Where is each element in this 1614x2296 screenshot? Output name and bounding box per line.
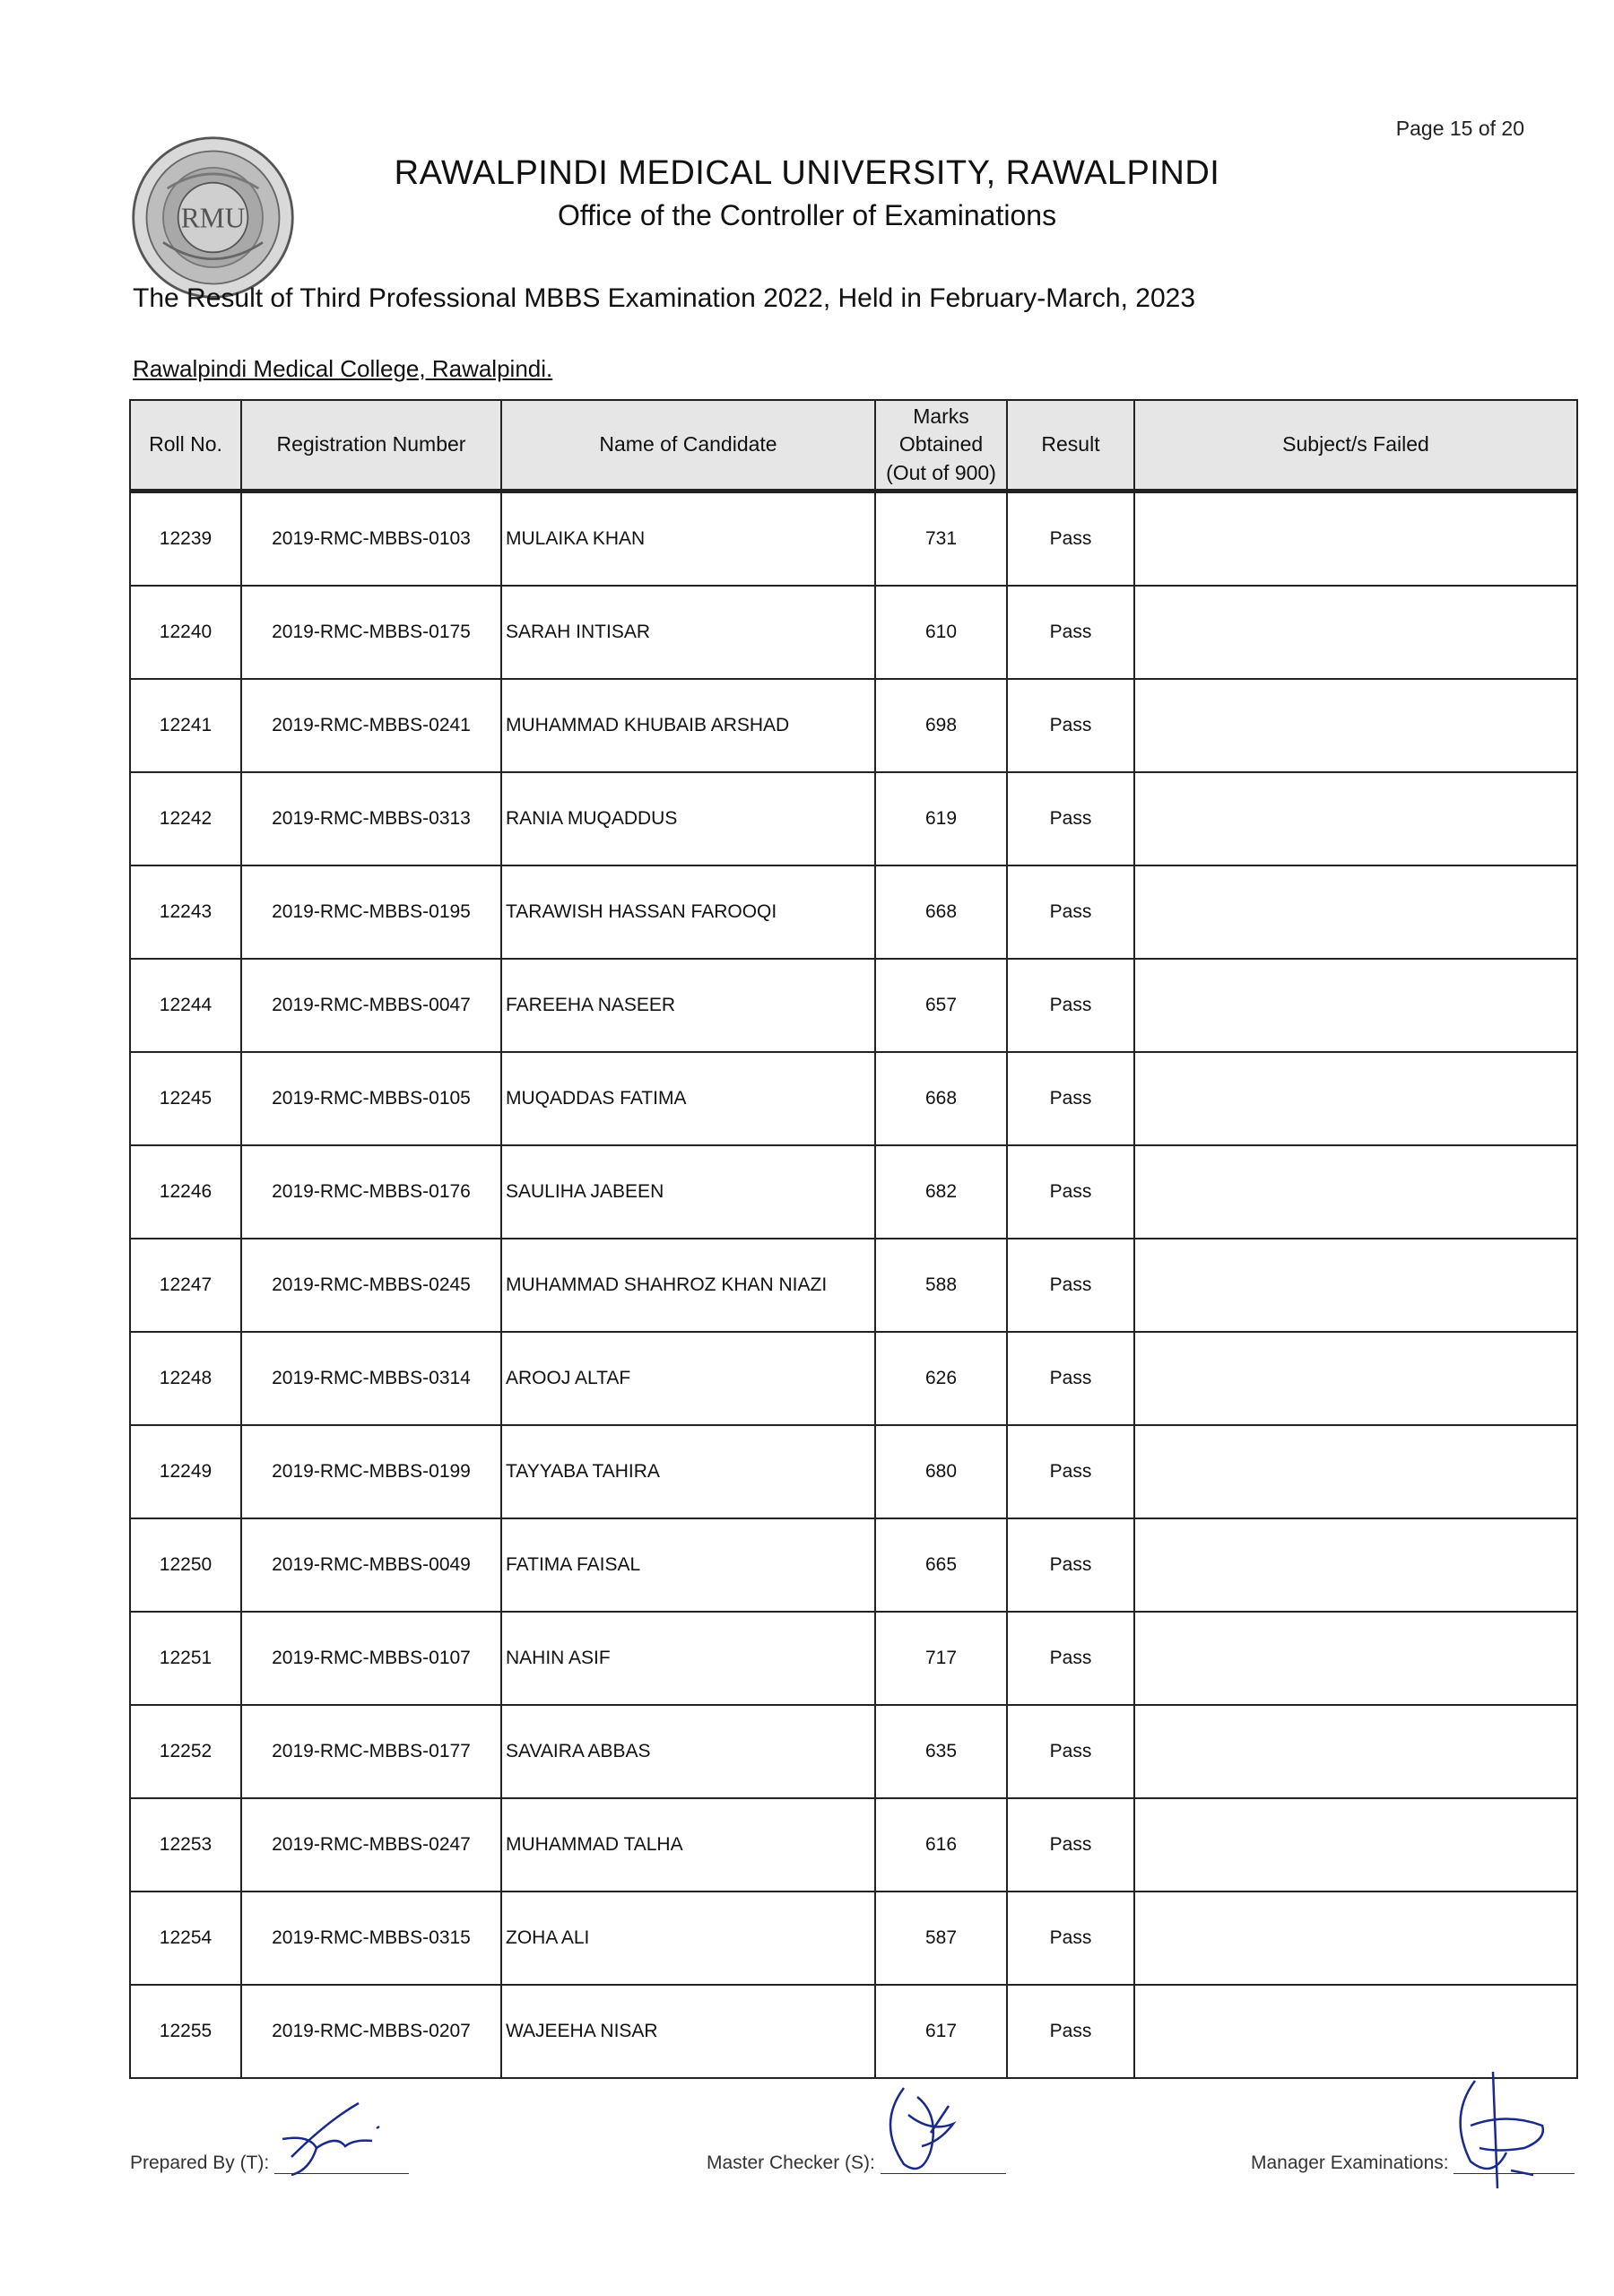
table-row <box>130 1332 1577 1425</box>
cell-result: Pass <box>1007 679 1134 772</box>
cell-registration-number: 2019-RMC-MBBS-0047 <box>241 959 501 1052</box>
cell-registration-number: 2019-RMC-MBBS-0207 <box>241 1985 501 2078</box>
cell-subjects-failed <box>1134 1425 1577 1518</box>
results-table <box>129 399 1578 2079</box>
cell-result: Pass <box>1007 1052 1134 1145</box>
cell-result: Pass <box>1007 586 1134 679</box>
cell-subjects-failed <box>1134 1239 1577 1332</box>
table-row <box>130 959 1577 1052</box>
cell-marks: 731 <box>875 491 1007 587</box>
cell-roll-no: 12240 <box>130 586 241 679</box>
cell-result: Pass <box>1007 1239 1134 1332</box>
office-title: Office of the Controller of Examinations <box>557 199 1057 231</box>
cell-candidate-name: AROOJ ALTAF <box>501 1332 875 1425</box>
cell-marks: 668 <box>875 865 1007 959</box>
cell-marks: 610 <box>875 586 1007 679</box>
cell-candidate-name: MULAIKA KHAN <box>501 491 875 587</box>
cell-result: Pass <box>1007 1798 1134 1892</box>
cell-roll-no: 12242 <box>130 772 241 865</box>
cell-subjects-failed <box>1134 586 1577 679</box>
table-row <box>130 1239 1577 1332</box>
cell-roll-no: 12250 <box>130 1518 241 1612</box>
cell-registration-number: 2019-RMC-MBBS-0241 <box>241 679 501 772</box>
cell-marks: 682 <box>875 1145 1007 1239</box>
cell-roll-no: 12251 <box>130 1612 241 1705</box>
cell-candidate-name: MUHAMMAD TALHA <box>501 1798 875 1892</box>
cell-roll-no: 12248 <box>130 1332 241 1425</box>
cell-result: Pass <box>1007 1705 1134 1798</box>
cell-registration-number: 2019-RMC-MBBS-0314 <box>241 1332 501 1425</box>
cell-registration-number: 2019-RMC-MBBS-0105 <box>241 1052 501 1145</box>
table-row <box>130 1612 1577 1705</box>
manager-label: Manager Examinations: <box>1251 2152 1449 2173</box>
cell-result: Pass <box>1007 772 1134 865</box>
cell-roll-no: 12245 <box>130 1052 241 1145</box>
cell-result: Pass <box>1007 491 1134 587</box>
header-roll-no: Roll No. <box>130 400 241 491</box>
cell-marks: 616 <box>875 1798 1007 1892</box>
cell-roll-no: 12246 <box>130 1145 241 1239</box>
header-result: Result <box>1007 400 1134 491</box>
header-marks-line3: (Out of 900) <box>886 460 996 484</box>
cell-candidate-name: NAHIN ASIF <box>501 1612 875 1705</box>
table-row <box>130 772 1577 865</box>
header-registration-number: Registration Number <box>241 400 501 491</box>
cell-registration-number: 2019-RMC-MBBS-0245 <box>241 1239 501 1332</box>
table-row <box>130 865 1577 959</box>
cell-registration-number: 2019-RMC-MBBS-0175 <box>241 586 501 679</box>
cell-marks: 588 <box>875 1239 1007 1332</box>
cell-candidate-name: FAREEHA NASEER <box>501 959 875 1052</box>
cell-registration-number: 2019-RMC-MBBS-0177 <box>241 1705 501 1798</box>
cell-candidate-name: WAJEEHA NISAR <box>501 1985 875 2078</box>
cell-roll-no: 12241 <box>130 679 241 772</box>
cell-subjects-failed <box>1134 772 1577 865</box>
table-row <box>130 491 1577 587</box>
cell-subjects-failed <box>1134 1145 1577 1239</box>
cell-registration-number: 2019-RMC-MBBS-0049 <box>241 1518 501 1612</box>
cell-candidate-name: ZOHA ALI <box>501 1892 875 1985</box>
cell-result: Pass <box>1007 1985 1134 2078</box>
page-number: Page 15 of 20 <box>1395 117 1524 140</box>
cell-registration-number: 2019-RMC-MBBS-0195 <box>241 865 501 959</box>
prepared-by-signature-mark <box>273 2085 399 2184</box>
header-marks-line1: Marks <box>913 404 969 429</box>
cell-subjects-failed <box>1134 865 1577 959</box>
cell-candidate-name: SAULIHA JABEEN <box>501 1145 875 1239</box>
table-row <box>130 1798 1577 1892</box>
cell-roll-no: 12252 <box>130 1705 241 1798</box>
cell-subjects-failed <box>1134 1612 1577 1705</box>
university-title: RAWALPINDI MEDICAL UNIVERSITY, RAWALPINDI <box>394 154 1220 192</box>
master-checker-signature <box>707 2152 1006 2174</box>
cell-marks: 665 <box>875 1518 1007 1612</box>
cell-result: Pass <box>1007 865 1134 959</box>
cell-candidate-name: MUHAMMAD KHUBAIB ARSHAD <box>501 679 875 772</box>
cell-result: Pass <box>1007 1425 1134 1518</box>
table-row <box>130 1518 1577 1612</box>
cell-subjects-failed <box>1134 1705 1577 1798</box>
table-row <box>130 1892 1577 1985</box>
cell-roll-no: 12247 <box>130 1239 241 1332</box>
college-name: Rawalpindi Medical College, Rawalpindi. <box>133 355 553 382</box>
table-row <box>130 1145 1577 1239</box>
header-marks-line2: Obtained <box>898 432 984 457</box>
cell-result: Pass <box>1007 1892 1134 1985</box>
header-subjects-failed: Subject/s Failed <box>1134 400 1577 491</box>
cell-subjects-failed <box>1134 1798 1577 1892</box>
cell-marks: 587 <box>875 1892 1007 1985</box>
cell-result: Pass <box>1007 1518 1134 1612</box>
cell-roll-no: 12253 <box>130 1798 241 1892</box>
cell-candidate-name: SARAH INTISAR <box>501 586 875 679</box>
table-row <box>130 1052 1577 1145</box>
cell-result: Pass <box>1007 959 1134 1052</box>
cell-candidate-name: MUHAMMAD SHAHROZ KHAN NIAZI <box>501 1239 875 1332</box>
cell-candidate-name: FATIMA FAISAL <box>501 1518 875 1612</box>
prepared-by-label: Prepared By (T): <box>130 2152 270 2173</box>
cell-registration-number: 2019-RMC-MBBS-0176 <box>241 1145 501 1239</box>
cell-marks: 698 <box>875 679 1007 772</box>
manager-signature-mark <box>1444 2063 1569 2197</box>
cell-result: Pass <box>1007 1332 1134 1425</box>
cell-marks: 717 <box>875 1612 1007 1705</box>
cell-registration-number: 2019-RMC-MBBS-0107 <box>241 1612 501 1705</box>
table-row <box>130 1425 1577 1518</box>
cell-marks: 635 <box>875 1705 1007 1798</box>
cell-registration-number: 2019-RMC-MBBS-0103 <box>241 491 501 587</box>
cell-subjects-failed <box>1134 959 1577 1052</box>
cell-registration-number: 2019-RMC-MBBS-0247 <box>241 1798 501 1892</box>
cell-candidate-name: RANIA MUQADDUS <box>501 772 875 865</box>
table-row <box>130 679 1577 772</box>
header-marks <box>875 400 1007 491</box>
cell-result: Pass <box>1007 1145 1134 1239</box>
cell-roll-no: 12255 <box>130 1985 241 2078</box>
cell-candidate-name: TAYYABA TAHIRA <box>501 1425 875 1518</box>
table-header-row <box>130 400 1577 491</box>
cell-marks: 680 <box>875 1425 1007 1518</box>
master-checker-signature-mark <box>868 2079 985 2187</box>
cell-registration-number: 2019-RMC-MBBS-0199 <box>241 1425 501 1518</box>
table-row <box>130 586 1577 679</box>
cell-registration-number: 2019-RMC-MBBS-0315 <box>241 1892 501 1985</box>
cell-subjects-failed <box>1134 679 1577 772</box>
cell-marks: 617 <box>875 1985 1007 2078</box>
cell-candidate-name: TARAWISH HASSAN FAROOQI <box>501 865 875 959</box>
cell-candidate-name: SAVAIRA ABBAS <box>501 1705 875 1798</box>
cell-roll-no: 12254 <box>130 1892 241 1985</box>
cell-subjects-failed <box>1134 1518 1577 1612</box>
svg-text:RMU: RMU <box>180 202 246 234</box>
manager-signature <box>1251 2152 1575 2174</box>
signature-row <box>0 2076 1614 2211</box>
cell-subjects-failed <box>1134 1052 1577 1145</box>
cell-registration-number: 2019-RMC-MBBS-0313 <box>241 772 501 865</box>
cell-roll-no: 12244 <box>130 959 241 1052</box>
exam-title: The Result of Third Professional MBBS Examination 2022, Held in February-March, 2023 <box>133 283 1196 313</box>
cell-candidate-name: MUQADDAS FATIMA <box>501 1052 875 1145</box>
cell-marks: 657 <box>875 959 1007 1052</box>
table-row <box>130 1705 1577 1798</box>
cell-subjects-failed <box>1134 1332 1577 1425</box>
prepared-by-signature <box>130 2152 409 2174</box>
cell-roll-no: 12249 <box>130 1425 241 1518</box>
cell-marks: 619 <box>875 772 1007 865</box>
table-row <box>130 1985 1577 2078</box>
cell-subjects-failed <box>1134 1892 1577 1985</box>
cell-marks: 626 <box>875 1332 1007 1425</box>
cell-result: Pass <box>1007 1612 1134 1705</box>
master-checker-label: Master Checker (S): <box>707 2152 875 2173</box>
cell-marks: 668 <box>875 1052 1007 1145</box>
cell-subjects-failed <box>1134 491 1577 587</box>
cell-roll-no: 12239 <box>130 491 241 587</box>
header-candidate-name: Name of Candidate <box>501 400 875 491</box>
cell-roll-no: 12243 <box>130 865 241 959</box>
